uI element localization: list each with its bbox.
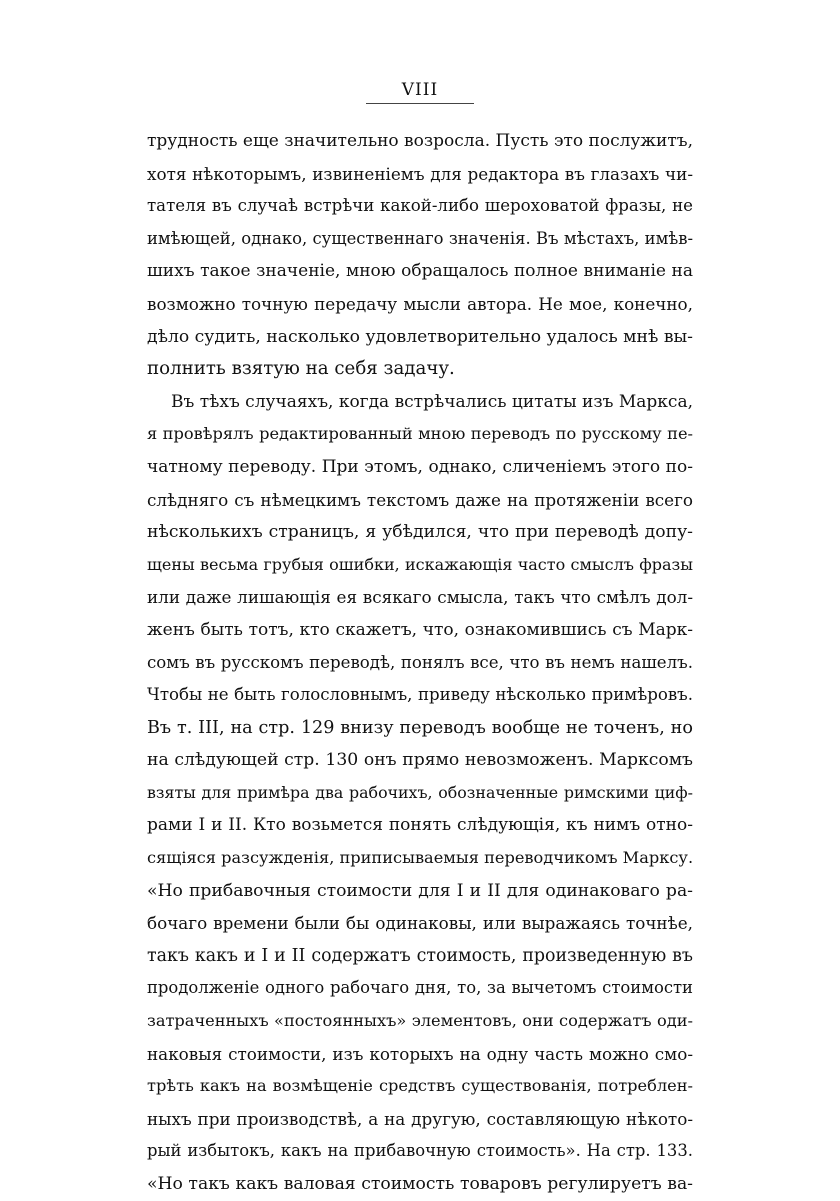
text-line: продолженіе одного рабочаго дня, то, за вычетомъ стоимости — [147, 978, 693, 998]
text-line: хотя нѣкоторымъ, извиненіемъ для редактора въ глазахъ чи- — [147, 163, 693, 184]
text-line: затраченныхъ «постоянныхъ» элементовъ, они содержатъ оди- — [147, 1011, 693, 1031]
text-line: тателя въ случаѣ встрѣчи какой-либо шероховатой фразы, не — [147, 196, 693, 216]
text-line: «Но прибавочныя стоимости для I и II для одинаковаго ра- — [147, 880, 693, 901]
text-line: слѣдняго съ нѣмецкимъ текстомъ даже на протяженіи всего — [147, 489, 693, 510]
text-line: рый избытокъ, какъ на прибавочную стоимость». На стр. 133. — [147, 1141, 693, 1161]
text-line: щены весьма грубыя ошибки, искажающія часто смыслъ фразы — [147, 554, 693, 574]
text-line: «Но такъ какъ валовая стоимость товаровъ регулируетъ ва- — [147, 1174, 693, 1194]
text-line: полнить взятую на себя задачу. — [147, 358, 455, 380]
header-rule — [366, 103, 474, 104]
text-line: сомъ въ русскомъ переводѣ, понялъ все, что въ немъ нашелъ. — [147, 652, 693, 672]
text-line: имѣющей, однако, существеннаго значенія. Въ мѣстахъ, имѣв- — [147, 228, 693, 248]
page-number: VIII — [401, 80, 439, 100]
text-line: нѣсколькихъ страницъ, я убѣдился, что при переводѣ допу- — [147, 522, 693, 543]
text-line: сящіяся разсужденія, приписываемыя переводчикомъ Марксу. — [147, 848, 693, 868]
body-text — [147, 125, 693, 1201]
paragraph-start-line: Въ тѣхъ случаяхъ, когда встрѣчались цитаты изъ Маркса, — [171, 391, 693, 412]
text-line: ныхъ при производствѣ, а на другую, составляющую нѣкото- — [147, 1108, 693, 1129]
text-line: рами I и II. Кто возьмется понять слѣдующія, къ нимъ отно- — [147, 815, 693, 836]
text-line: шихъ такое значеніе, мною обращалось полное вниманіе на — [147, 261, 693, 282]
text-line: я провѣрялъ редактированный мною переводъ по русскому пе- — [147, 424, 693, 444]
text-line: бочаго времени были бы одинаковы, или выражаясь точнѣе, — [147, 913, 693, 934]
text-line: Чтобы не быть голословнымъ, приведу нѣсколько примѣровъ. — [147, 685, 693, 705]
text-line: чатному переводу. При этомъ, однако, сличеніемъ этого по- — [147, 456, 693, 477]
text-line: на слѣдующей стр. 130 онъ прямо невозможенъ. Марксомъ — [147, 750, 693, 771]
text-line: Въ т. III, на стр. 129 внизу переводъ вообще не точенъ, но — [147, 717, 693, 738]
text-line: возможно точную передачу мысли автора. Не мое, конечно, — [147, 293, 693, 314]
text-line: наковыя стоимости, изъ которыхъ на одну часть можно смо- — [147, 1043, 693, 1064]
text-line: дѣло судить, насколько удовлетворительно удалось мнѣ вы- — [147, 326, 693, 347]
text-line: взяты для примѣра два рабочихъ, обозначенные римскими циф- — [147, 782, 693, 802]
text-line: женъ быть тотъ, кто скажетъ, что, ознакомившись съ Марк- — [147, 619, 693, 640]
text-line: или даже лишающія ея всякаго смысла, такъ что смѣлъ дол- — [147, 587, 693, 608]
text-line: трудность еще значительно возросла. Пусть это послужитъ, — [147, 131, 693, 151]
text-line: такъ какъ и I и II содержатъ стоимость, произведенную въ — [147, 945, 693, 966]
text-line: трѣть какъ на возмѣщеніе средствъ существованія, потреблен- — [147, 1076, 693, 1096]
